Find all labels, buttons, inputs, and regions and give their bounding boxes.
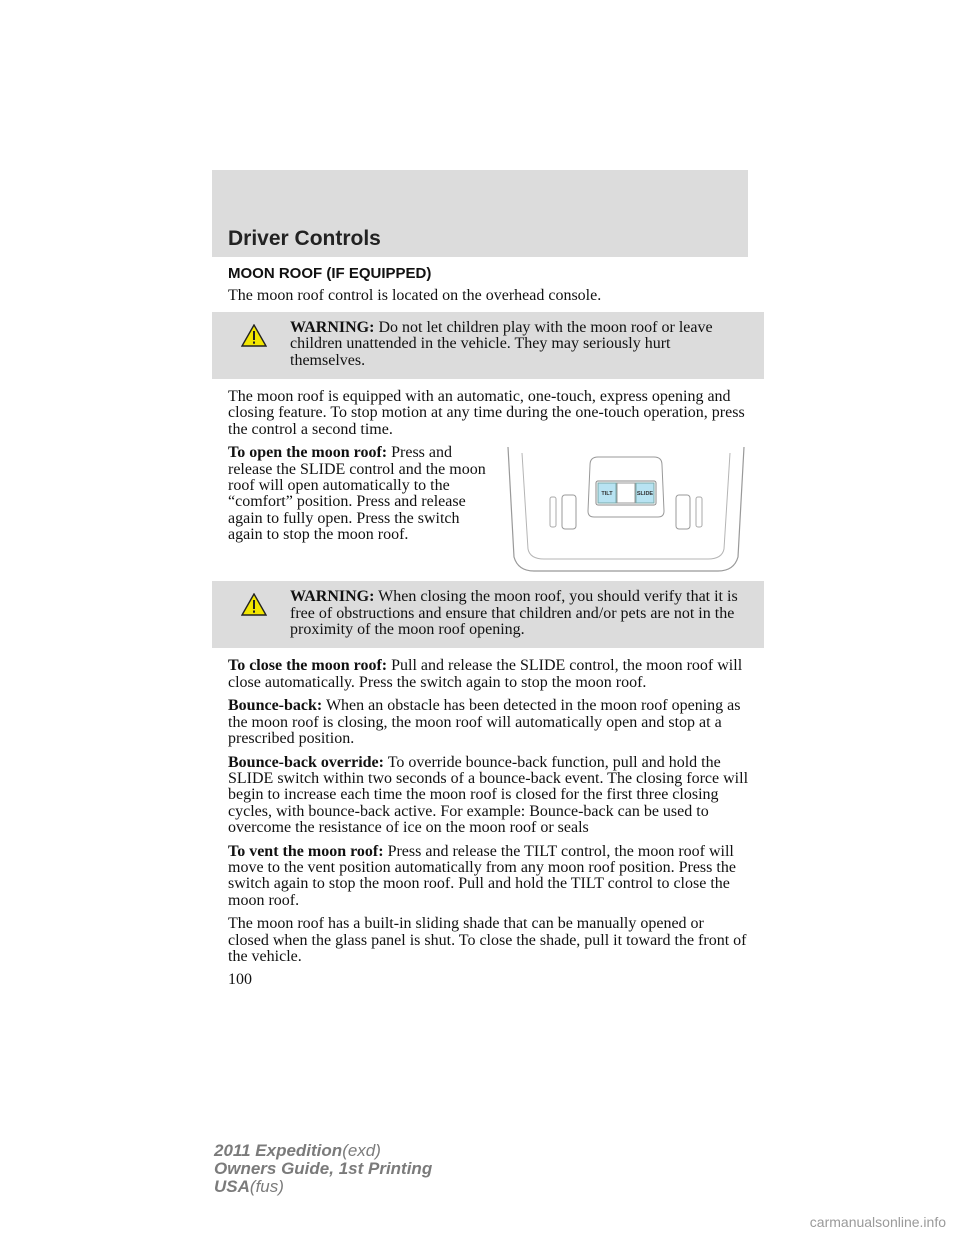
bounce-paragraph (228, 698, 748, 747)
slide-label: SLIDE (636, 491, 654, 498)
footer-market: USA (214, 1177, 250, 1196)
footer-market-code: (fus) (249, 1177, 284, 1196)
vent-text: Press and release the TILT control, the moon roof will move to the vent position automatically from any moon roof position. Press the switch again to stop the moon roof. Pull and hold the TILT control to close the moon roof. (228, 842, 736, 909)
warning-box-obstructions (212, 581, 764, 648)
bounce-label: Bounce-back: (228, 697, 323, 715)
header-title: Driver Controls (228, 227, 381, 250)
page-content (228, 266, 748, 989)
override-paragraph (228, 755, 748, 837)
tilt-label: TILT (601, 491, 613, 498)
close-text: Pull and release the SLIDE control, the moon roof will close automatically. Press the switch again to stop the moon roof. (228, 657, 743, 691)
footer-model-code: (exd) (342, 1141, 381, 1160)
override-text: To override bounce-back function, pull and hold the SLIDE switch within two seconds of a bounce-back event. The closing force will begin to increase each time the moon roof is closed for the first three closing cycles, with bounce-back active. For example: Bounce-back can be used to overcome the resistance of ice on the moon roof or seals (228, 753, 749, 837)
express-paragraph: The moon roof is equipped with an automatic, one-touch, express opening and closing feature. To stop motion at any time during the one-touch operation, press the control a second time. (228, 388, 745, 438)
section-header-bar (212, 170, 748, 257)
warning-label: WARNING: (290, 588, 375, 606)
watermark-link[interactable]: carmanualsonline.info (809, 1214, 946, 1230)
footer-line-3 (214, 1178, 432, 1196)
open-label: To open the moon roof: (228, 445, 388, 462)
footer-line-1 (214, 1142, 432, 1160)
bounce-text: When an obstacle has been detected in the moon roof opening as the moon roof is closing, the moon roof will automatically open and stop at a prescribed position. (228, 697, 741, 748)
warning-triangle-icon (241, 593, 267, 616)
section-title: MOON ROOF (IF EQUIPPED) (228, 265, 432, 282)
warning-triangle-icon (241, 324, 267, 347)
override-label: Bounce-back override: (228, 753, 384, 771)
close-label: To close the moon roof: (228, 657, 388, 675)
vent-label: To vent the moon roof: (228, 842, 384, 860)
warning-text: Do not let children play with the moon roof or leave children unattended in the vehicle. They may seriously hurt themselves. (290, 318, 713, 369)
shade-paragraph: The moon roof has a built-in sliding shade that can be manually opened or closed when the glass panel is shut. To close the shade, pull it toward the front of the vehicle. (228, 915, 747, 965)
page-number: 100 (228, 971, 252, 989)
overhead-console-illustration (504, 445, 748, 575)
warning-label: WARNING: (290, 318, 375, 336)
footer-model: 2011 Expedition (214, 1141, 343, 1160)
warning-box-children (212, 312, 764, 379)
open-section (228, 445, 748, 575)
vent-paragraph (228, 844, 748, 910)
open-text: Press and release the SLIDE control and the moon roof will open automatically to the “comfort” position. Press and release again to fully open. Press the switch again to stop the moon roof. (228, 445, 486, 544)
footer-print-info (214, 1142, 432, 1196)
close-paragraph (228, 658, 748, 691)
footer-line-2: Owners Guide, 1st Printing (214, 1159, 433, 1178)
intro-paragraph: The moon roof control is located on the overhead console. (228, 287, 602, 305)
warning-text: When closing the moon roof, you should verify that it is free of obstructions and ensure that children and/or pets are not in the proximity of the moon roof opening. (290, 588, 738, 639)
